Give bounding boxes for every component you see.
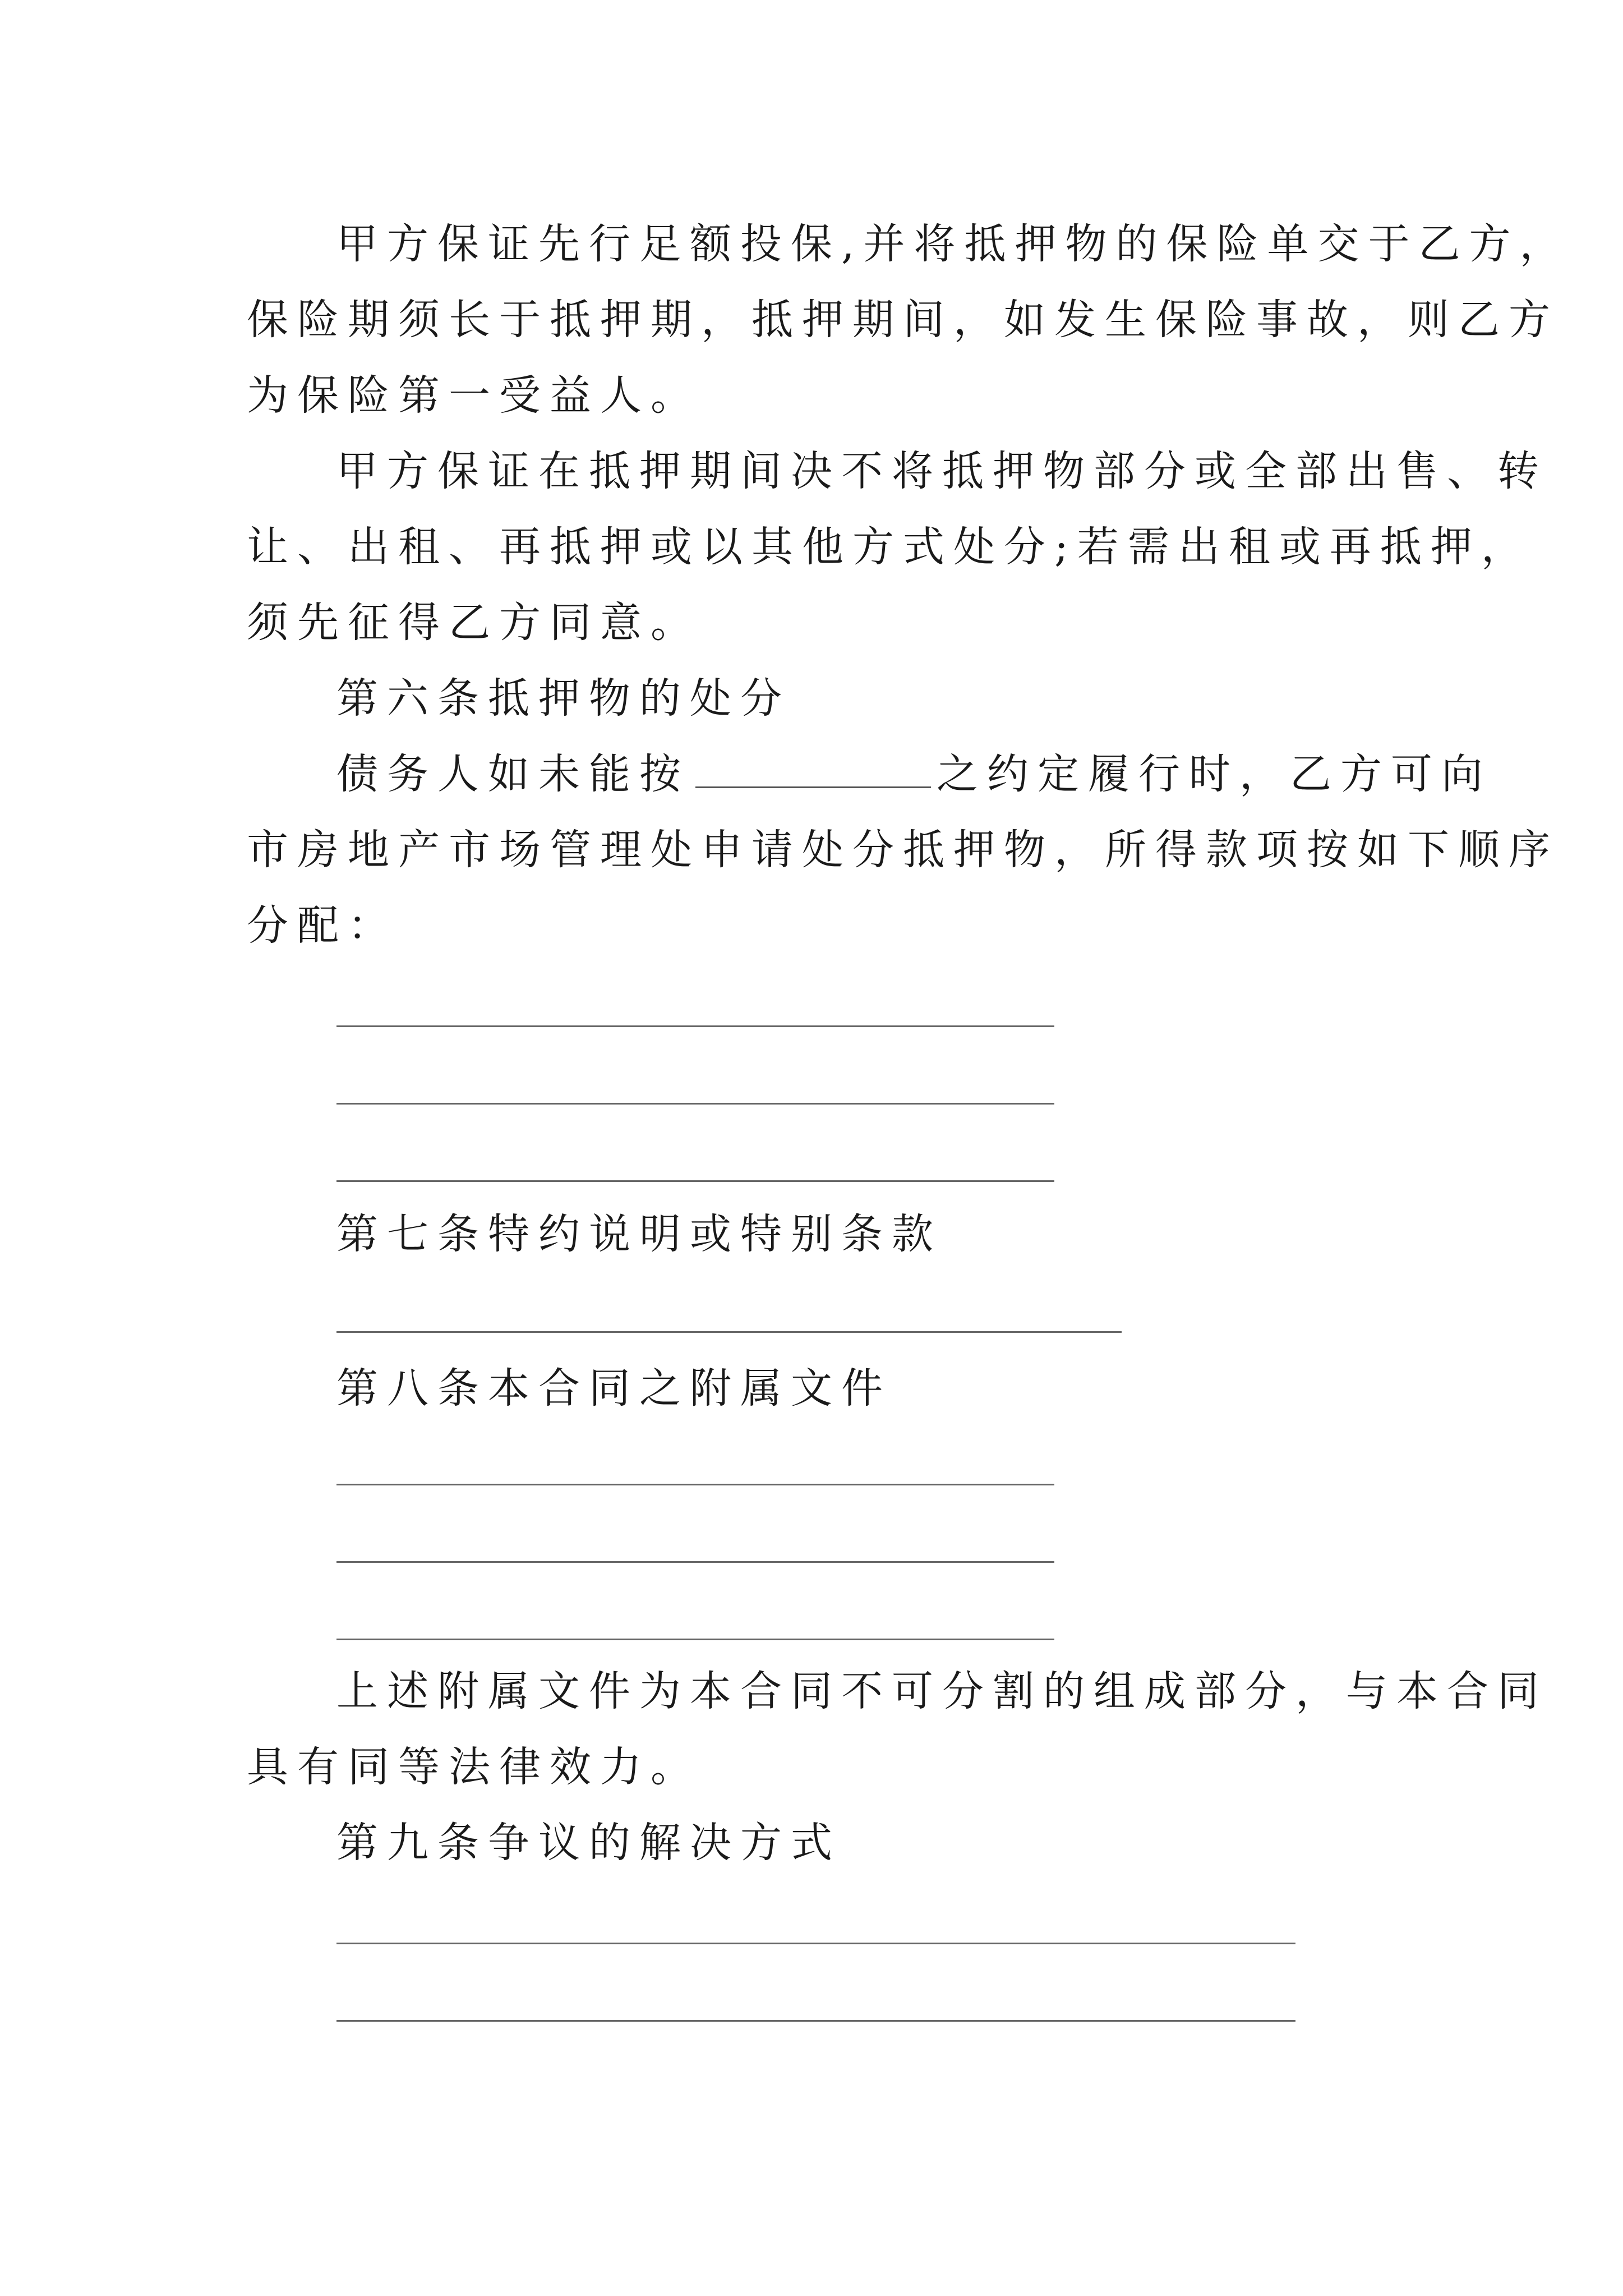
para2-line2: 让、出租、再抵押或以其他方式处分;若需出租或再抵押， (247, 523, 1532, 571)
blank-rule (336, 1180, 1054, 1182)
fill-in-blank (695, 753, 931, 788)
para1-line2: 保险期须长于抵押期，抵押期间，如发生保险事故，则乙方 (247, 296, 1559, 344)
para2-line3: 须先征得乙方同意。 (247, 599, 701, 647)
article6-line1-after: 之约定履行时，乙方可向 (937, 750, 1492, 798)
article6-line1-before: 债务人如未能按 (336, 750, 690, 798)
para1-line1: 甲方保证先行足额投保,并将抵押物的保险单交于乙方， (336, 220, 1570, 268)
para2-line1: 甲方保证在抵押期间决不将抵押物部分或全部出售、转 (336, 447, 1548, 495)
blank-rule (336, 1639, 1054, 1640)
article6-line2: 市房地产市场管理处申请处分抵押物，所得款项按如下顺序 (247, 826, 1559, 874)
blank-rule (336, 1025, 1054, 1027)
attach-line2: 具有同等法律效力。 (247, 1743, 701, 1791)
article8-heading: 第八条本合同之附属文件 (336, 1364, 892, 1412)
article6-heading: 第六条抵押物的处分 (336, 674, 791, 723)
blank-rule (336, 1943, 1295, 1944)
blank-rule (336, 1103, 1054, 1105)
article9-heading: 第九条争议的解决方式 (336, 1819, 841, 1867)
article6-line3: 分配： (247, 901, 398, 950)
article6-line1 (336, 746, 1492, 802)
blank-rule (336, 1331, 1122, 1333)
blank-rule (336, 2020, 1295, 2022)
blank-rule (336, 1484, 1054, 1485)
para1-line3: 为保险第一受益人。 (247, 371, 701, 420)
attach-line1: 上述附属文件为本合同不可分割的组成部分，与本合同 (336, 1667, 1548, 1715)
article7-heading: 第七条特约说明或特别条款 (336, 1210, 942, 1258)
blank-rule (336, 1561, 1054, 1563)
